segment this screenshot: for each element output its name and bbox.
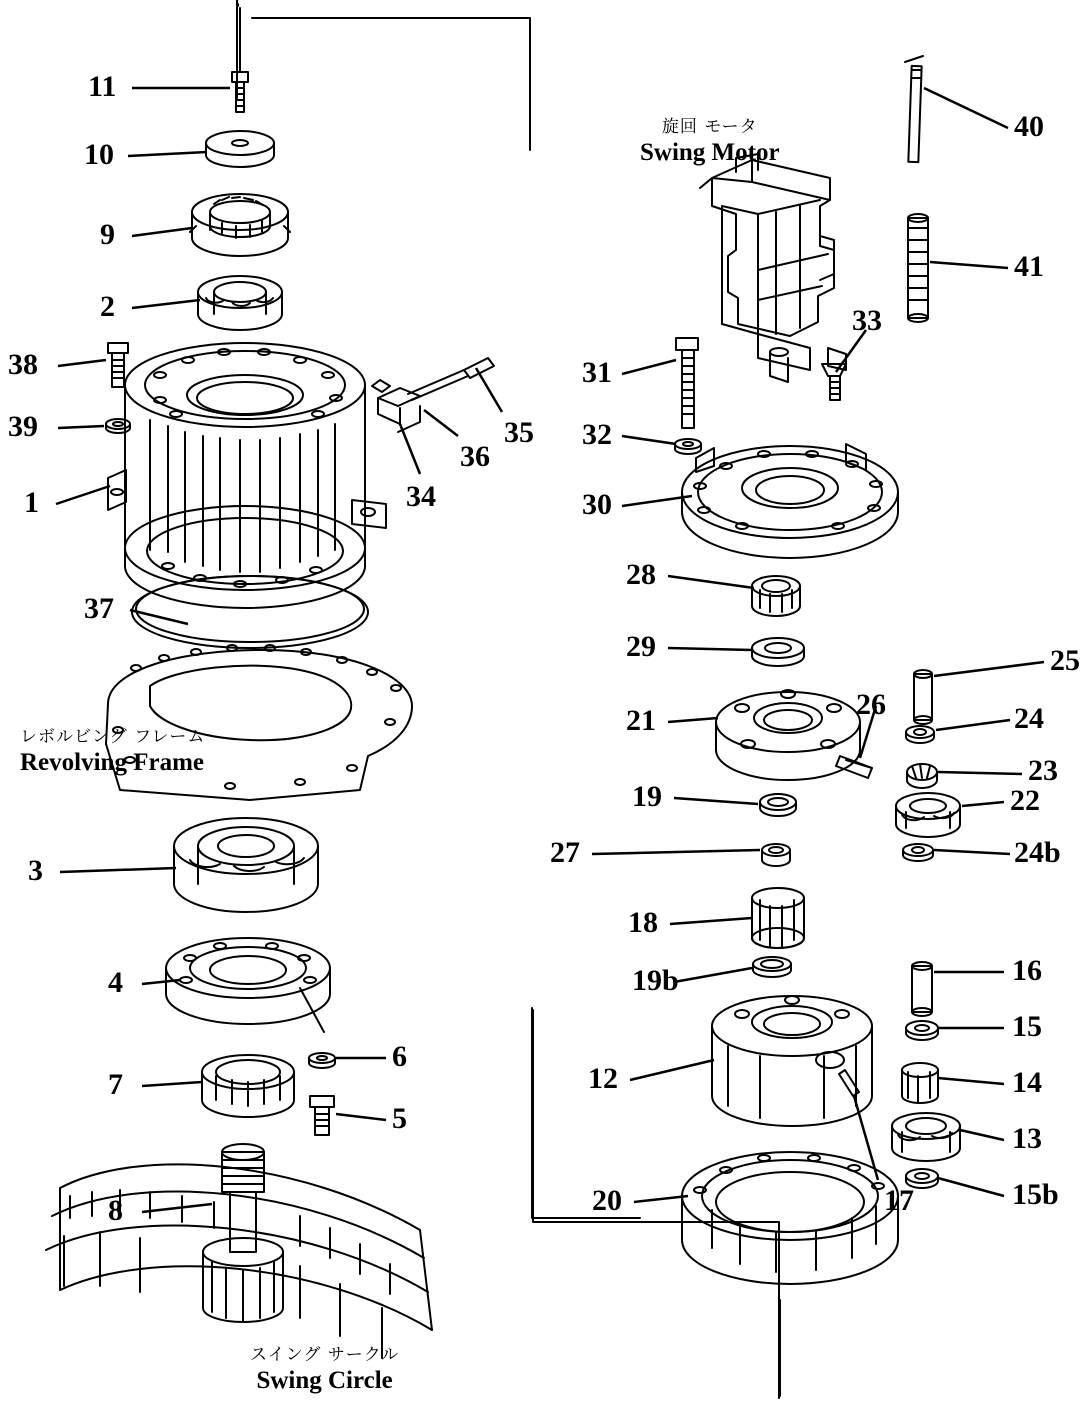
callout-34: 34 (406, 480, 436, 513)
callout-13: 13 (1012, 1122, 1042, 1155)
callout-4: 4 (108, 966, 123, 999)
callout-5: 5 (392, 1102, 407, 1135)
revolving-frame-label-jp: レボルビング フレーム (20, 727, 206, 747)
callout-36: 36 (460, 440, 490, 473)
callout-31: 31 (582, 356, 612, 389)
callout-20: 20 (592, 1184, 622, 1217)
callout-7: 7 (108, 1068, 123, 1101)
callout-32: 32 (582, 418, 612, 451)
callout-29: 29 (626, 630, 656, 663)
callout-14: 14 (1012, 1066, 1042, 1099)
callout-37: 37 (84, 592, 114, 625)
revolving-frame-label-en: Revolving Frame (20, 749, 204, 776)
swing-motor-label (640, 112, 780, 167)
callout-27: 27 (550, 836, 580, 869)
callout-24-lower: 24b (1014, 836, 1061, 869)
callout-15-upper: 15 (1012, 1010, 1042, 1043)
callout-6: 6 (392, 1040, 407, 1073)
callout-17: 17 (884, 1184, 914, 1217)
swing-circle-label (250, 1340, 399, 1395)
callout-1: 1 (24, 486, 39, 519)
callout-2: 2 (100, 290, 115, 323)
callout-40: 40 (1014, 110, 1044, 143)
swing-circle-label-jp: スイング サークル (250, 1345, 400, 1365)
callout-3: 3 (28, 854, 43, 887)
callout-12: 12 (588, 1062, 618, 1095)
callout-30: 30 (582, 488, 612, 521)
callout-28: 28 (626, 558, 656, 591)
callout-25: 25 (1050, 644, 1080, 677)
callout-38: 38 (8, 348, 38, 381)
callout-21: 21 (626, 704, 656, 737)
callout-23: 23 (1028, 754, 1058, 787)
callout-8: 8 (108, 1194, 123, 1227)
callout-19-lower: 19b (632, 964, 679, 997)
callout-26: 26 (856, 688, 886, 721)
callout-18: 18 (628, 906, 658, 939)
callout-9: 9 (100, 218, 115, 251)
callout-16: 16 (1012, 954, 1042, 987)
swing-circle-label-en: Swing Circle (256, 1367, 393, 1394)
callout-35: 35 (504, 416, 534, 449)
swing-motor-label-jp: 旋回 モータ (661, 117, 758, 137)
callout-15-lower: 15b (1012, 1178, 1059, 1211)
callout-24-upper: 24 (1014, 702, 1044, 735)
callout-39: 39 (8, 410, 38, 443)
callout-22: 22 (1010, 784, 1040, 817)
callout-11: 11 (88, 70, 117, 103)
callout-33: 33 (852, 304, 882, 337)
swing-motor-label-en: Swing Motor (640, 139, 780, 166)
revolving-frame-label (20, 722, 205, 777)
callout-41: 41 (1014, 250, 1044, 283)
callout-19-upper: 19 (632, 780, 662, 813)
callout-10: 10 (84, 138, 114, 171)
